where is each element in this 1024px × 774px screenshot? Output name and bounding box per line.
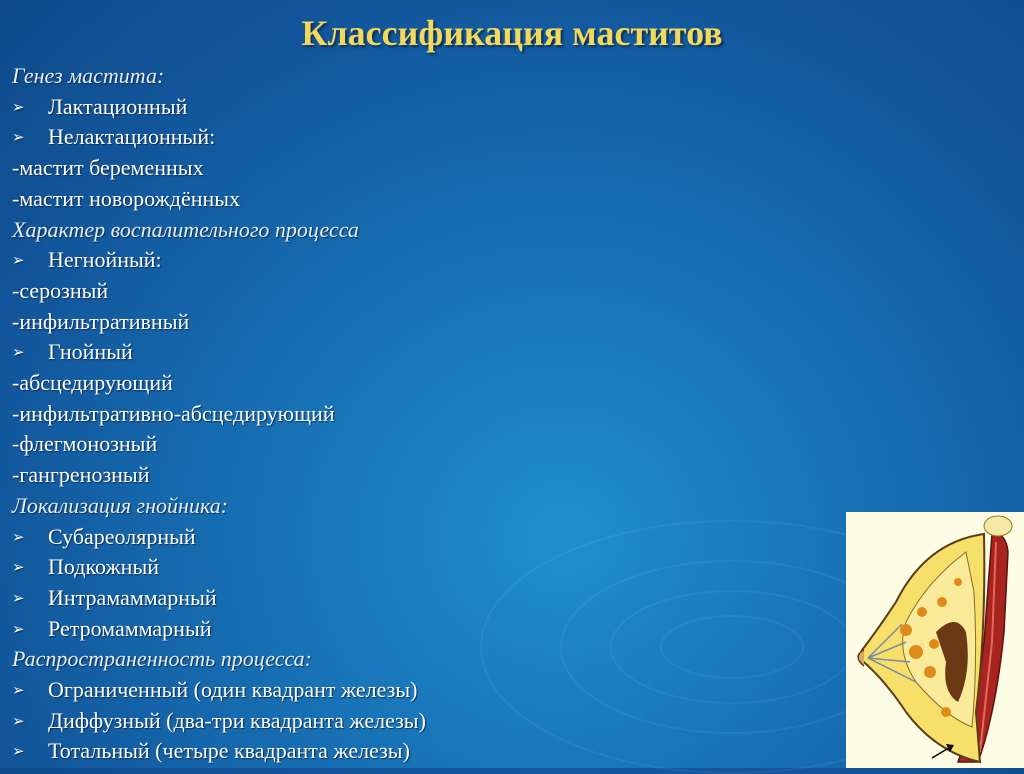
line-text: -инфильтративно-абсцедирующий (12, 400, 335, 426)
line-text: Генез мастита: (12, 63, 165, 88)
arrow-bullet-icon: ➢ (12, 558, 25, 577)
line-text: Лактационный (48, 93, 188, 119)
bullet-item (12, 676, 417, 704)
sub-item (12, 308, 189, 336)
line-text: Распространенность процесса: (12, 646, 312, 672)
slide-title: Классификация маститов (301, 13, 723, 53)
bullet-item (12, 523, 196, 551)
sub-item (12, 430, 157, 458)
line-text: Локализация гнойника: (12, 492, 229, 518)
line-text: Ограниченный (один квадрант железы) (48, 677, 418, 702)
section-heading (12, 645, 312, 673)
line-text: -инфильтративный (12, 308, 190, 334)
line-text: -мастит новорождённых (12, 185, 241, 211)
bullet-item (12, 246, 162, 274)
line-text: Субареолярный (48, 523, 196, 549)
arrow-bullet-icon: ➢ (12, 128, 25, 147)
arrow-bullet-icon: ➢ (12, 251, 25, 270)
sub-item (12, 369, 173, 397)
breast-anatomy-illustration (846, 512, 1024, 768)
bullet-item (12, 707, 426, 735)
sub-item (12, 461, 149, 489)
line-text: Подкожный (48, 554, 159, 580)
line-text: Нелактационный: (48, 124, 216, 150)
line-text: Интрамаммарный (48, 584, 217, 610)
line-text: -гангренозный (12, 462, 150, 488)
breast-cross-section-image (846, 512, 1024, 768)
line-text: Диффузный (два-три квадранта железы) (48, 707, 426, 733)
section-heading (12, 62, 164, 90)
line-text: Тотальный (четыре квадранта железы) (48, 738, 410, 764)
sub-item (12, 277, 108, 305)
arrow-bullet-icon: ➢ (12, 527, 25, 546)
bullet-item (12, 737, 410, 765)
line-text: Гнойный (48, 339, 133, 365)
arrow-bullet-icon: ➢ (12, 343, 25, 362)
line-text: -абсцедирующий (12, 370, 173, 395)
line-text: -серозный (12, 277, 109, 303)
line-text: Характер воспалительного процесса (12, 216, 359, 242)
section-heading (12, 216, 359, 244)
bullet-item (12, 93, 187, 121)
bullet-item (12, 338, 133, 366)
line-text: Негнойный: (48, 247, 162, 273)
line-text: -флегмонозный (12, 431, 158, 457)
bullet-item (12, 123, 215, 151)
bullet-item (12, 615, 212, 643)
sub-item (12, 185, 240, 213)
arrow-bullet-icon: ➢ (12, 619, 25, 638)
section-heading (12, 492, 228, 520)
line-text: -мастит беременных (12, 155, 204, 181)
arrow-bullet-icon: ➢ (12, 97, 25, 116)
arrow-bullet-icon: ➢ (12, 711, 25, 730)
bullet-item (12, 553, 159, 581)
bullet-item (12, 584, 217, 612)
sub-item (12, 154, 204, 182)
arrow-bullet-icon: ➢ (12, 588, 25, 607)
arrow-bullet-icon: ➢ (12, 681, 25, 699)
arrow-bullet-icon: ➢ (12, 742, 25, 761)
sub-item (12, 400, 335, 428)
line-text: Ретромаммарный (48, 615, 212, 641)
